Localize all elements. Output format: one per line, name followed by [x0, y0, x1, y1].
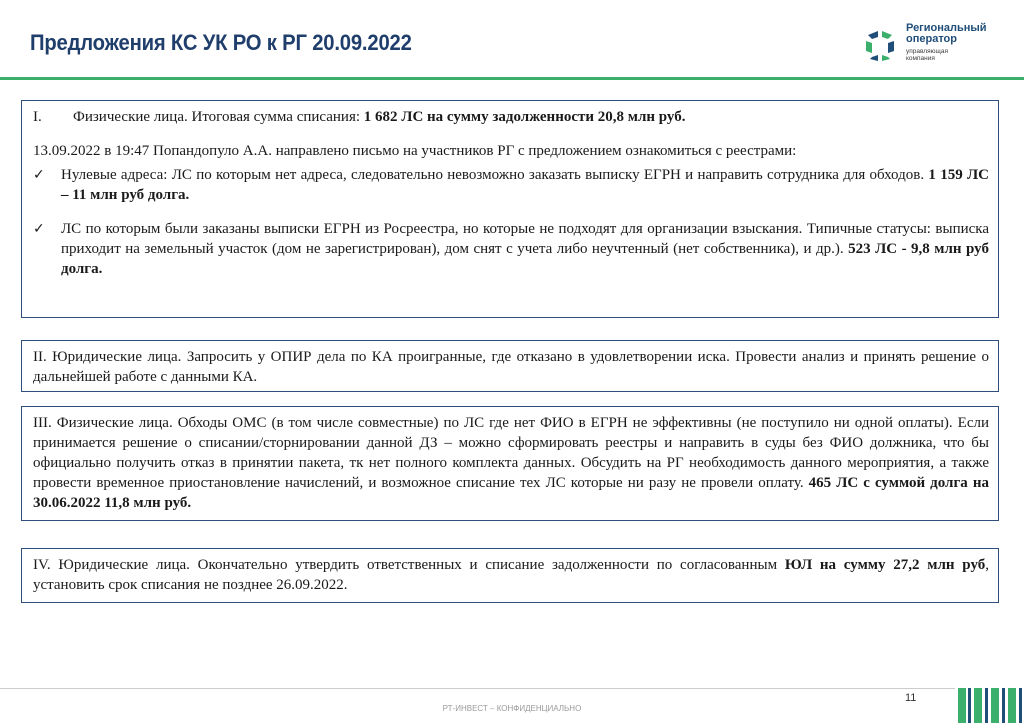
- section-1-item-2-bold: 523 ЛС - 9,8 млн руб долга.: [61, 241, 989, 277]
- section-3-paragraph: [33, 413, 989, 513]
- section-4-bold: ЮЛ на сумму 27,2 млн руб: [784, 557, 986, 573]
- section-1-number: I.: [33, 109, 42, 125]
- section-1-note: 13.09.2022 в 19:47 Попандопуло А.А. направлено письмо на участников РГ с предложением ознакомиться с реестрами:: [33, 143, 797, 159]
- logo-line-3: управляющая: [906, 48, 948, 55]
- logo-mark-icon: [862, 27, 898, 63]
- section-1-box: [21, 100, 999, 318]
- footer-stripes: [958, 688, 1024, 723]
- page-number: 11: [905, 692, 917, 704]
- page-title: Предложения КС УК РО к РГ 20.09.2022: [30, 30, 412, 55]
- header-divider: [0, 77, 1024, 80]
- section-4-text-a: IV. Юридические лица. Окончательно утвердить ответственных и списание задолженности по согласованным: [33, 557, 785, 573]
- logo-line-1: Региональный: [906, 22, 987, 34]
- section-3-text: III. Физические лица. Обходы ОМС (в том числе совместные) по ЛС где нет ФИО в ЕГРН не эффективны (не поступило ни одной оплаты). Если принимается решение о списании/сторнировании данной ДЗ – можно сформировать реестры и направить в суды без ФИО должника, что бы официально получить отказ в принятии пакета, тк нет полного комплекта данных. Обсудить на РГ необходимость данного мероприятия, а также провести временное приостановление начислений, и возможное списание тех ЛС которые ни разу не провели оплату.: [33, 415, 989, 491]
- checkmark-icon: ✓: [33, 167, 45, 183]
- section-1-lead: [73, 107, 685, 127]
- company-logo: [862, 21, 1012, 71]
- section-3-bold: 465 ЛС с суммой долга на 30.06.2022 11,8 млн руб.: [33, 475, 989, 511]
- footer-divider: [0, 688, 955, 689]
- section-4-paragraph: [33, 555, 989, 595]
- checkmark-icon: ✓: [33, 221, 45, 237]
- section-1-heading: [33, 107, 989, 127]
- section-1-item-2: [33, 219, 989, 279]
- section-3-box: [21, 406, 999, 521]
- section-4-box: [21, 548, 999, 603]
- section-1-item-2-text: ЛС по которым были заказаны выписки ЕГРН из Росреестра, но которые не подходят для организации взыскания. Типичные статусы: выписка приходит на земельный участок (дом не зарегистрирован), дом снят с учета либо неучтенный (нет собственника), и др.).: [61, 221, 989, 257]
- section-2-text: II. Юридические лица. Запросить у ОПИР дела по КА проигранные, где отказано в удовлетворении иска. Провести анализ и принять решение о дальнейшей работе с данными КА.: [33, 349, 989, 385]
- section-1-lead-text: Физические лица. Итоговая сумма списания:: [73, 109, 364, 125]
- section-2-box: [21, 340, 999, 392]
- section-1-item-1-text: Нулевые адреса: ЛС по которым нет адреса, следовательно невозможно заказать выписку ЕГРН и направить сотрудника для обходов.: [61, 167, 929, 183]
- section-1-lead-bold: 1 682 ЛС на сумму задолженности 20,8 млн руб.: [363, 109, 686, 125]
- section-1-item-1: [33, 165, 989, 205]
- footer-label: РТ-ИНВЕСТ – КОНФИДЕНЦИАЛЬНО: [442, 704, 582, 713]
- section-4-text-b: , установить срок списания не позднее 26.09.2022.: [33, 557, 990, 593]
- section-1-item-1-bold: 1 159 ЛС – 11 млн руб долга.: [61, 167, 989, 203]
- logo-line-2: оператор: [906, 33, 957, 45]
- logo-line-4: компания: [906, 55, 935, 62]
